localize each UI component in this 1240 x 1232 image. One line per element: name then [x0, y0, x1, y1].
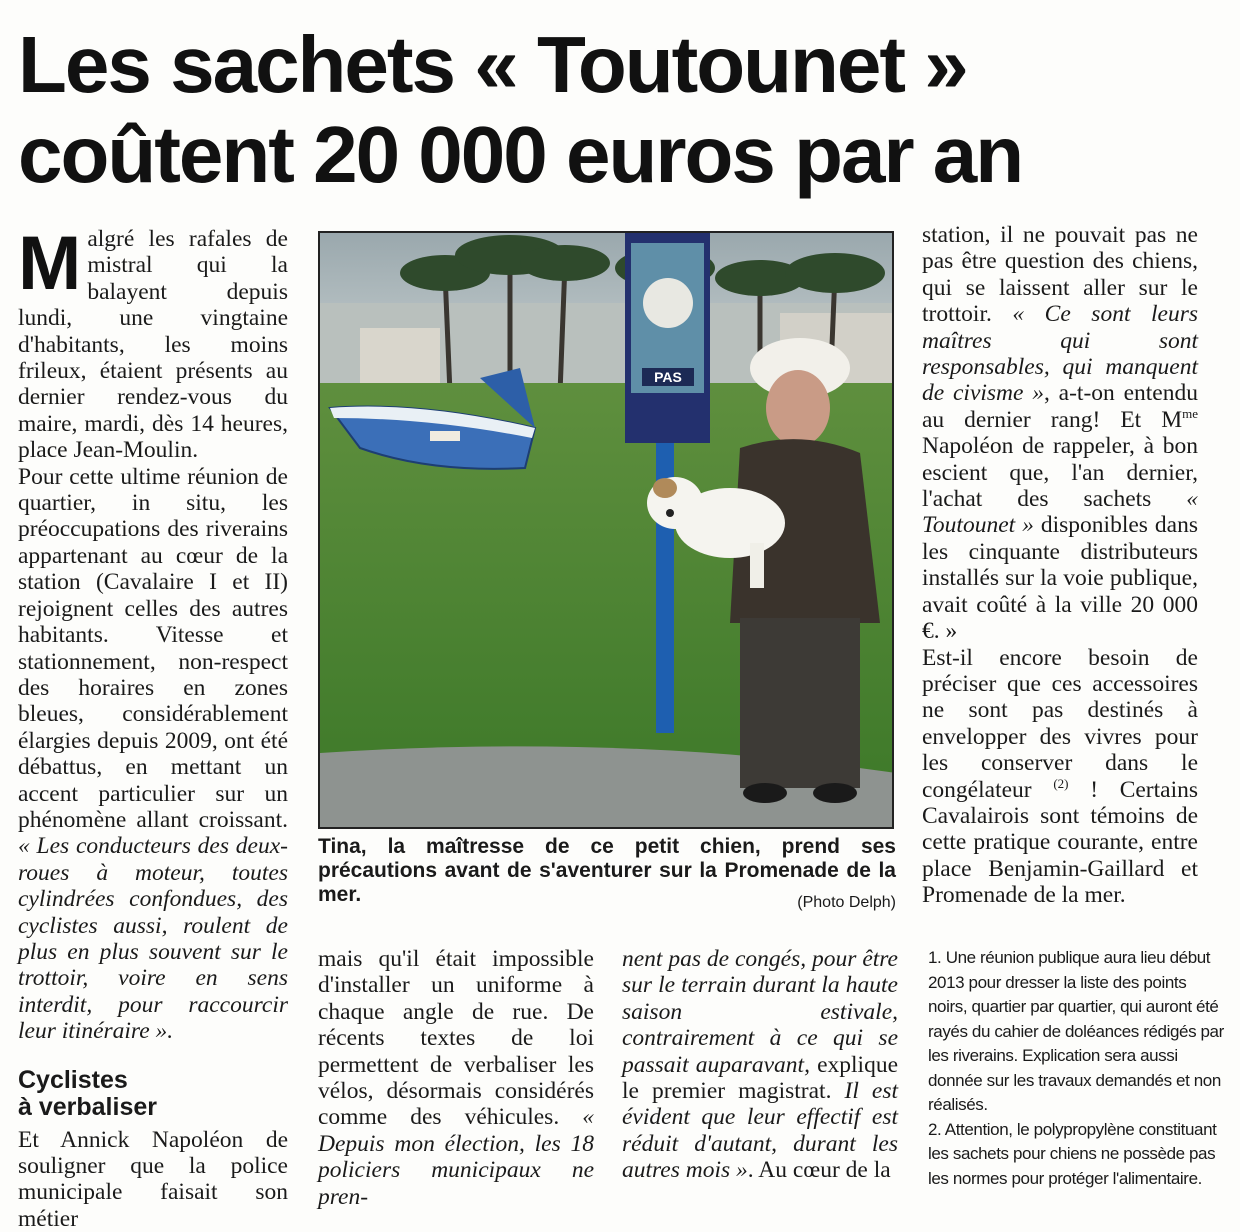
column-4-text-c: Napoléon de rappeler, à bon escient que, l'an dernier, l'achat des sachets [922, 433, 1198, 513]
subheading-line-1: Cyclistes [18, 1065, 128, 1094]
column-4-text-f: ! Certains Cavalairois sont témoins de cette pratique courante, entre place Benjamin-Gaillard et Promenade de la mer. [922, 776, 1199, 909]
building-left [360, 328, 440, 383]
photo-credit: (Photo Delph) [797, 894, 896, 911]
article-column-2 [318, 946, 594, 1210]
sign-label: PAS [654, 369, 682, 385]
footnotes [928, 946, 1224, 1191]
column-3-paragraph [622, 946, 898, 1184]
footnote-ref-2: (2) [1053, 775, 1069, 791]
column-4-text-d: disponibles dans les cinquante distributeurs installés sur la voie publique, avait coûté à la ville 20 000 €. » [922, 512, 1198, 645]
drop-cap: M [18, 221, 82, 306]
column-3-quote-a: nent pas de congés, pour être sur le terrain durant la haute saison estivale, contrairement à ce qui se passait auparavant, [622, 946, 898, 1078]
column-3-text: explique le premier magistrat. [622, 1051, 898, 1105]
column-2-text: mais qu'il était impossible d'installer un uniforme à chaque angle de rue. De récents textes de loi permettent de verbaliser les vélos, désormais considérés comme des véhicules. [318, 946, 594, 1131]
subheading [18, 1067, 288, 1121]
column-3-end: . Au cœur de la [747, 1157, 891, 1184]
subheading-line-2: à verbaliser [18, 1092, 157, 1121]
headline [18, 20, 1228, 200]
headline-line-1: Les sachets « Toutounet » [18, 20, 967, 109]
headline-line-2: coûtent 20 000 euros par an [18, 110, 1023, 199]
column-4-text-b: , a-t-on entendu au dernier rang! Et M [922, 380, 1198, 433]
column-4-text-a: station, il ne pouvait pas ne pas être question des chiens, qui se laissent aller sur le trottoir. [922, 222, 1198, 328]
column-2-quote: « Depuis mon élection, les 18 policiers municipaux ne pren- [318, 1104, 594, 1210]
article-column-4 [922, 222, 1198, 909]
footnote-2: 2. Attention, le polypropylène constituant les sachets pour chiens ne possède pas les normes pour protéger l'alimentaire. [928, 1119, 1217, 1188]
column-4-paragraph-1 [922, 222, 1198, 645]
intro-text: algré les rafales de mistral qui la balayent depuis lundi, une vingtaine d'habitants, les moins frileux, étaient présents au dernier rendez-vous du maire, mardi, dès 14 heures, place Jean-Moulin. [18, 226, 288, 464]
paragraph-2-text: Pour cette ultime réunion de quartier, in situ, les préoccupations des riverains appartenant au cœur de la station (Cavalaire I et II) rejoignent celles des autres habitants. Vitesse et stationnement, non-respect des horaires en zones bleues, considérablement élargies depuis 2009, ont été débattus, en mettant un accent particulier sur un phénomène allant croissant. [18, 463, 288, 833]
photo-illustration [320, 233, 894, 829]
article-column-3 [622, 946, 898, 1184]
column-4-text-e: Est-il encore besoin de préciser que ces accessoires ne sont pas destinés à envelopper des vivres pour les conserver dans le congélateur [922, 644, 1198, 803]
column-3-quote-b: Il est évident que leur effectif est réduit d'autant, durant les autres mois » [622, 1078, 899, 1184]
column-4-paragraph-2 [922, 645, 1198, 909]
column-4-quote-b: « Toutounet » [922, 486, 1198, 539]
intro-paragraph [18, 221, 288, 464]
paragraph-2-quote: « Les conducteurs des deux-roues à moteur, toutes cylindrées confondues, des cyclistes aussi, roulent de plus en plus souvent sur le trottoir, voire en sens interdit, pour raccourcir leur itinéraire ». [18, 833, 288, 1045]
photo-caption: Tina, la maîtresse de ce petit chien, prend ses précautions avant de s'aventurer sur la Promenade de la mer. [318, 835, 896, 906]
column-4-superscript: me [1182, 406, 1198, 422]
footnote-1: 1. Une réunion publique aura lieu début 2013 pour dresser la liste des points noirs, quartier par quartier, qui auront été rayés du cahier de doléances rédigés par les riverains. Explication sera aussi donnée sur les travaux demandés et non réalisés. [928, 948, 1224, 1114]
column-2-paragraph [318, 946, 594, 1210]
column-4-quote-a: « Ce sont leurs maîtres qui sont responsables, qui manquent de civisme » [922, 301, 1199, 407]
article-photo [318, 231, 894, 829]
paragraph-3: Et Annick Napoléon de souligner que la police municipale faisait son métier [18, 1126, 288, 1232]
paragraph-2 [18, 464, 288, 1045]
article-column-1 [18, 221, 288, 1232]
